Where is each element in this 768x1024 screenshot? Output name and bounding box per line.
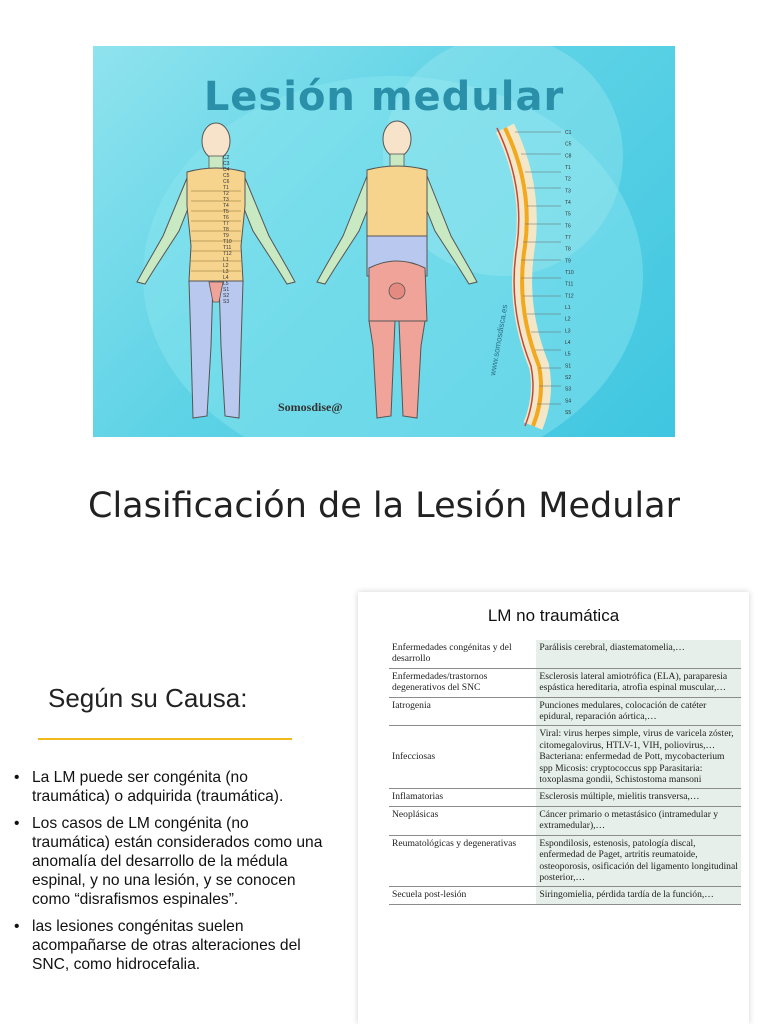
heading-underline — [38, 738, 292, 740]
spine-level-label: T3 — [565, 188, 571, 195]
bullet-item: • las lesiones congénitas suelen acompañarse de otras alteraciones del SNC, como hidrocefalia. — [10, 917, 330, 974]
dermatome-label: T9 — [223, 233, 229, 239]
spine-level-label: S3 — [565, 386, 572, 393]
table-title: LM no traumática — [487, 606, 620, 625]
classification-table — [389, 640, 741, 905]
dermatome-label: T5 — [223, 209, 229, 215]
cause-cell: Neoplásicas — [389, 806, 536, 835]
examples-cell: Viral: virus herpes simple, virus de varicela zóster, citomegalovirus, HTLV-1, VIH, poliovirus,… Bacteriana: enfermedad de Pott, mycobacterium spp Micosis: cryptococcus spp Parasitaria: toxoplasma gondii, Schistostoma mansoni — [536, 726, 741, 789]
bullet-list — [10, 768, 330, 982]
spine-level-label: L3 — [565, 328, 571, 335]
table-row — [389, 726, 741, 789]
spine-level-label: T9 — [565, 258, 571, 265]
dermatome-label: T3 — [223, 197, 229, 203]
dermatome-label: T12 — [223, 251, 232, 257]
spine-level-label: L1 — [565, 305, 571, 311]
dermatome-label: C6 — [223, 179, 230, 185]
examples-cell: Cáncer primario o metastásico (intramedular y extramedular),… — [536, 806, 741, 835]
dermatome-label: L2 — [223, 263, 229, 269]
table-row — [389, 697, 741, 726]
spine-level-label: T11 — [565, 281, 574, 288]
examples-cell: Esclerosis lateral amiotrófica (ELA), paraparesia espástica hereditaria, atrofia espinal muscular,… — [536, 668, 741, 697]
cause-cell: Inflamatorias — [389, 789, 536, 806]
bullet-item: • La LM puede ser congénita (no traumática) o adquirida (traumática). — [10, 768, 330, 806]
examples-cell: Punciones medulares, colocación de catéter epidural, reparación aórtica,… — [536, 697, 741, 726]
dermatome-label: L5 — [223, 281, 229, 287]
spine-level-label: T1 — [565, 165, 571, 171]
dermatome-label: T4 — [223, 203, 229, 209]
table-row — [389, 789, 741, 806]
spine-level-label: T10 — [565, 270, 574, 276]
page-title: Clasificación de la Lesión Medular — [88, 486, 680, 527]
table-row — [389, 835, 741, 887]
table-row — [389, 806, 741, 835]
cause-cell: Iatrogenia — [389, 697, 536, 726]
dermatome-label: T11 — [223, 245, 232, 251]
table-row — [389, 887, 741, 904]
spine-level-label: T2 — [565, 176, 571, 183]
examples-cell: Siringomielia, pérdida tardía de la función,… — [536, 887, 741, 904]
spine-level-label: C8 — [565, 153, 572, 160]
cause-cell: Enfermedades congénitas y del desarrollo — [389, 640, 536, 668]
dermatome-label: T6 — [223, 215, 229, 221]
cause-cell: Infecciosas — [389, 726, 536, 789]
spine-level-label: T8 — [565, 246, 571, 253]
examples-cell: Esclerosis múltiple, mielitis transversa,… — [536, 789, 741, 806]
dermatome-label: S2 — [223, 293, 230, 299]
bullet-item: • Los casos de LM congénita (no traumática) están considerados como una anomalía del desarrollo de la médula espinal, y no una lesión, y se conocen como “disrafismos espinales”. — [10, 814, 330, 909]
cause-cell: Enfermedades/trastornos degenerativos del SNC — [389, 668, 536, 697]
dermatome-label: L3 — [223, 269, 229, 275]
dermatome-label: L1 — [223, 257, 229, 263]
spine-level-label: T5 — [565, 211, 571, 218]
spine-level-label: S5 — [565, 410, 572, 416]
table-row — [389, 640, 741, 668]
brand-url: www.somosdisca.es — [488, 303, 510, 377]
dermatome-label: T10 — [223, 239, 232, 245]
cause-cell: Reumatológicas y degenerativas — [389, 835, 536, 887]
spine-level-label: T4 — [565, 200, 571, 206]
spine-level-label: L2 — [565, 316, 571, 323]
spine-level-label: S2 — [565, 375, 572, 381]
dermatome-label: T7 — [223, 221, 229, 227]
spine-level-label: S1 — [565, 363, 572, 370]
dermatome-label: S3 — [223, 299, 230, 305]
hero-title: Lesión medular — [203, 74, 565, 120]
spine-level-label: L4 — [565, 340, 571, 346]
spine-level-label: C1 — [565, 130, 572, 136]
spine-level-label: T7 — [565, 235, 571, 241]
dermatome-label: T8 — [223, 227, 229, 233]
dermatome-label: C2 — [223, 155, 230, 161]
dermatome-label: C3 — [223, 161, 230, 167]
dermatome-label: C5 — [223, 173, 230, 179]
section-heading: Según su Causa: — [48, 683, 248, 713]
dermatome-label: C4 — [223, 167, 230, 173]
spine-level-label: T6 — [565, 223, 571, 230]
dermatome-label: L4 — [223, 275, 229, 281]
spine-level-label: C5 — [565, 141, 572, 148]
spine-level-label: L5 — [565, 351, 571, 358]
brand-logo: Somosdise@ — [278, 400, 343, 414]
dermatome-label: T1 — [223, 185, 229, 191]
examples-cell: Espondilosis, estenosis, patología discal, enfermedad de Paget, artritis reumatoide, osteoporosis, osificación del ligamento longitudinal posterior,… — [536, 835, 741, 887]
dermatome-label: T2 — [223, 191, 229, 197]
table-row — [389, 668, 741, 697]
cause-cell: Secuela post-lesión — [389, 887, 536, 904]
spine-level-label: T12 — [565, 293, 574, 300]
dermatome-illustration — [93, 46, 675, 437]
spine-level-label: S4 — [565, 398, 572, 405]
examples-cell: Parálisis cerebral, diastematomelia,… — [536, 640, 741, 668]
dermatome-label: S1 — [223, 287, 230, 293]
classification-panel — [358, 592, 749, 1024]
